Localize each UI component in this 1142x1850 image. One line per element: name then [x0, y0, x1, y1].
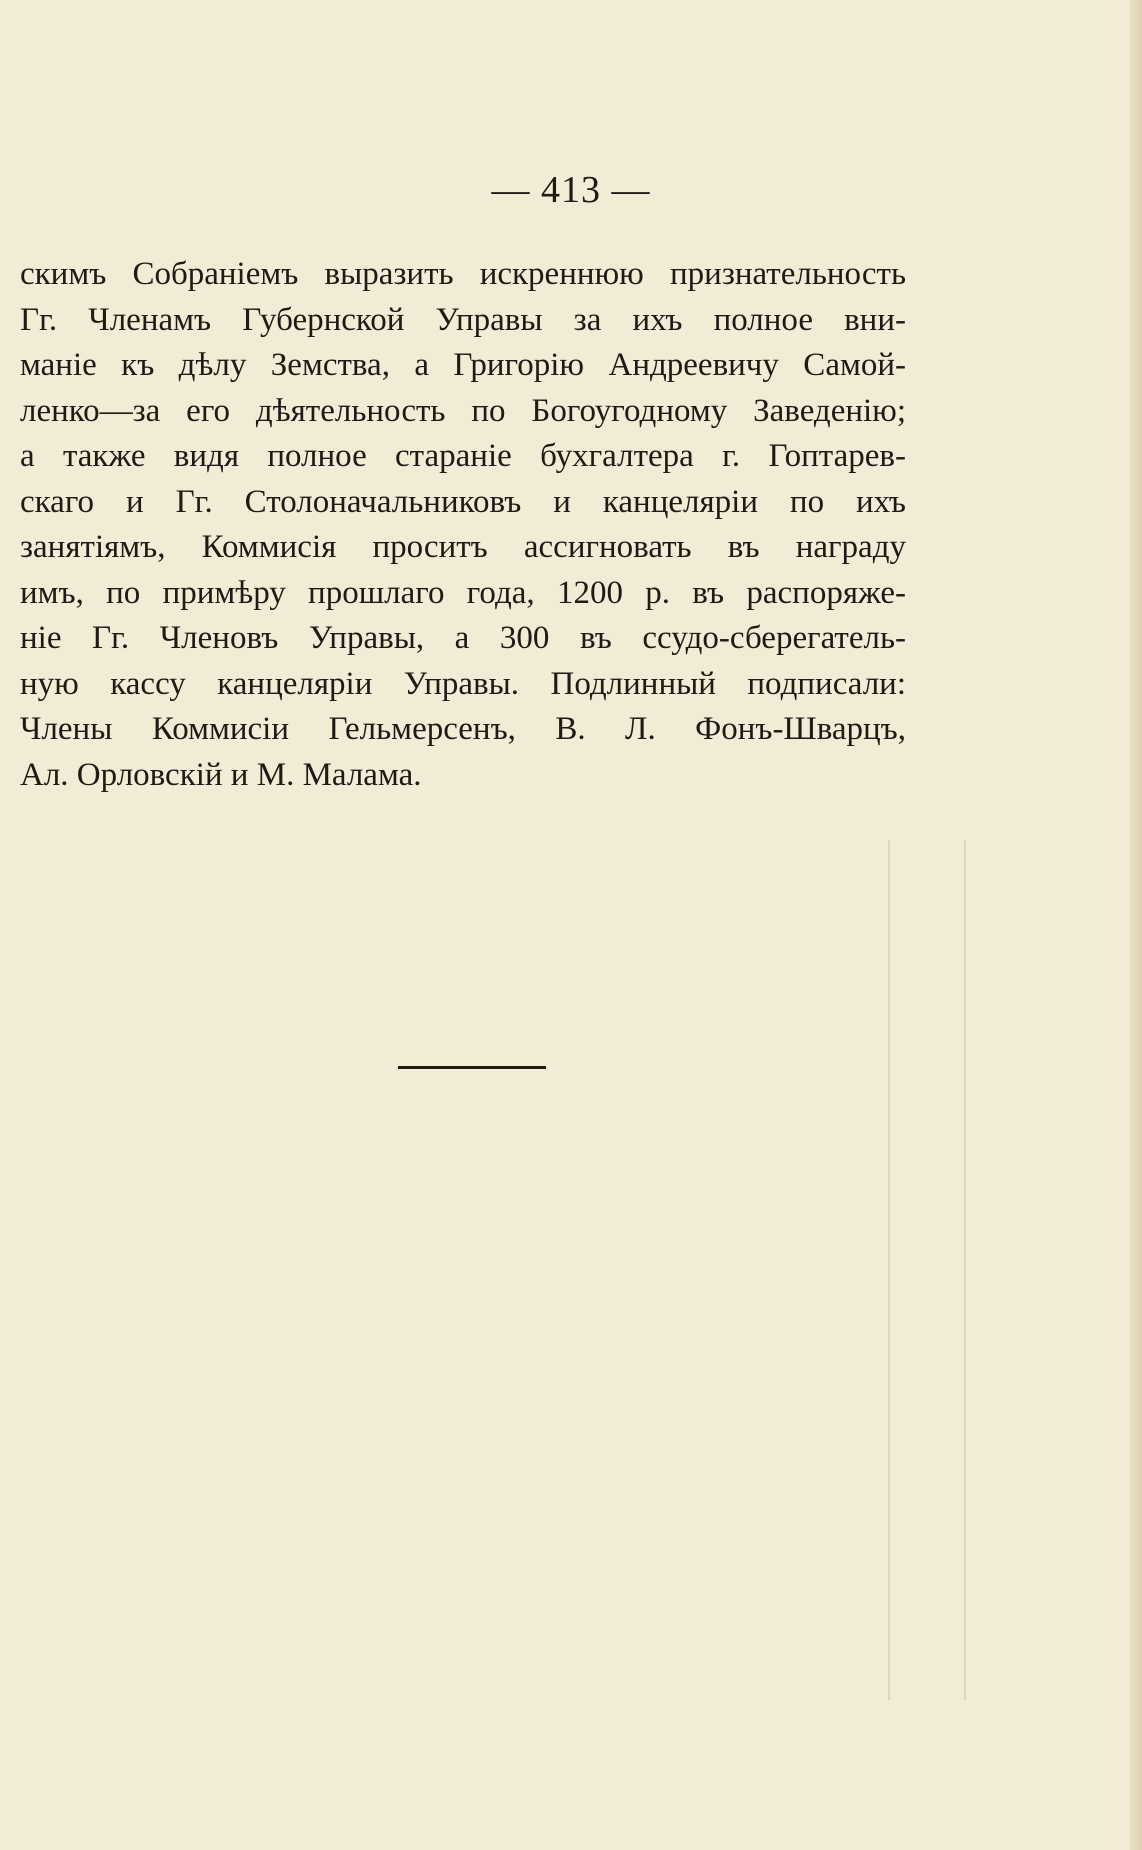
text-line: а также видя полное стараніе бухгалтера г. Гоптарев-	[20, 438, 906, 474]
text-line: ленко—за его дѣятельность по Богоугодному Заведенію;	[20, 392, 906, 429]
text-line: Ал. Орловскій и М. Малама.	[20, 756, 422, 793]
bleed-through-rule	[888, 840, 890, 1700]
text-line: скаго и Гг. Столоначальниковъ и канцеляріи по ихъ	[20, 483, 906, 520]
text-line: маніе къ дѣлу Земства, а Григорію Андреевичу Самой-	[20, 347, 906, 383]
text-line: занятіямъ, Коммисія проситъ ассигновать въ награду	[20, 529, 906, 565]
text-line: имъ, по примѣру прошлаго года, 1200 р. въ распоряже-	[20, 574, 906, 611]
body-paragraph	[20, 252, 906, 798]
separator-rule	[398, 1066, 546, 1069]
paper-edge	[1130, 0, 1142, 1850]
text-line: ніе Гг. Членовъ Управы, а 300 въ ссудо-сберегатель-	[20, 620, 906, 656]
bleed-through-rule	[964, 840, 966, 1700]
text-line: скимъ Собраніемъ выразить искреннюю признательность	[20, 256, 906, 292]
text-line: Гг. Членамъ Губернской Управы за ихъ полное вни-	[20, 301, 906, 338]
page-number: — 413 —	[491, 169, 651, 211]
text-line: Члены Коммисіи Гельмерсенъ, В. Л. Фонъ-Шварцъ,	[20, 711, 906, 747]
text-line: ную кассу канцеляріи Управы. Подлинный подписали:	[20, 665, 906, 702]
